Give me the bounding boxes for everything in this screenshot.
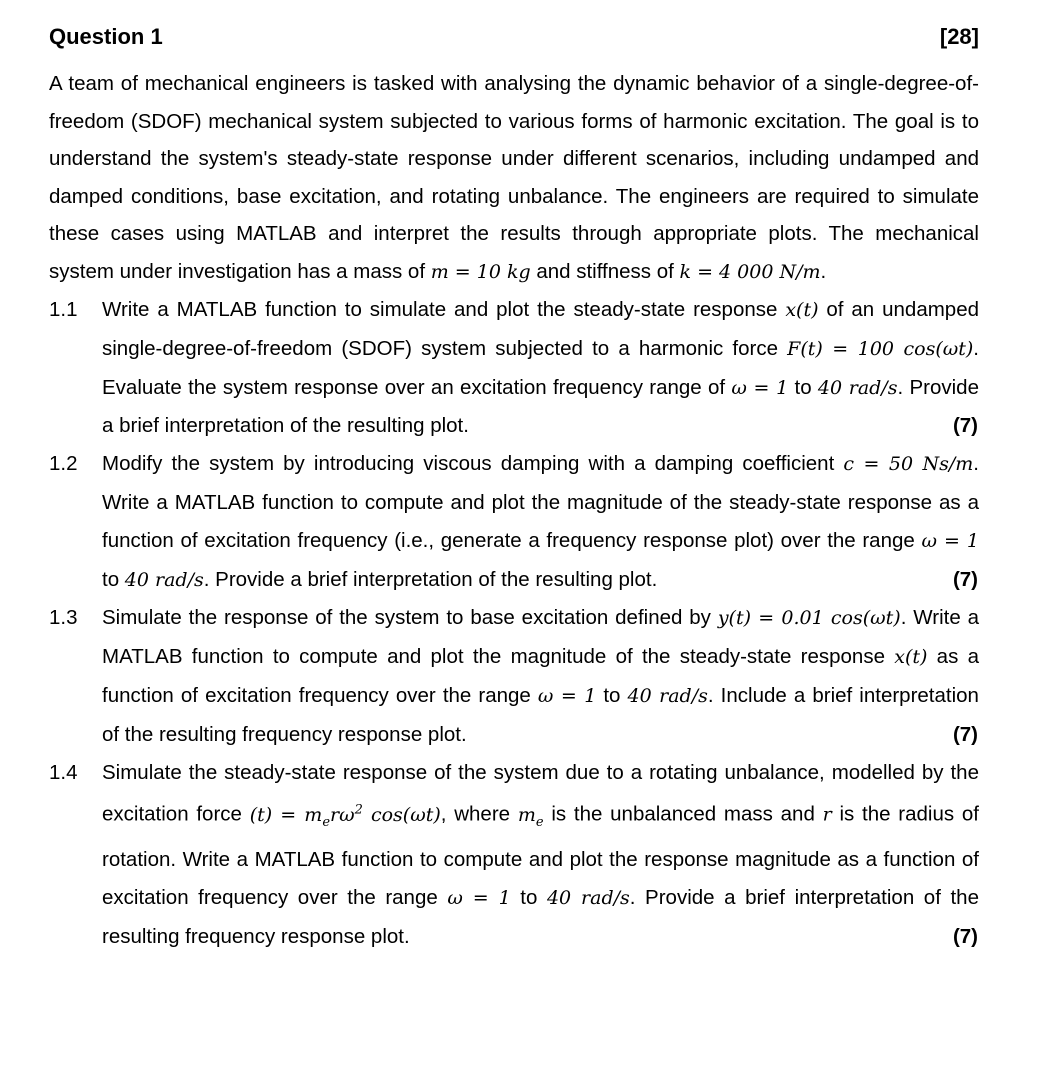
math-expression: c = 50 Ns/m bbox=[843, 453, 974, 476]
subquestion-1-3 bbox=[49, 599, 979, 753]
intro-text: A team of mechanical engineers is tasked with analysing the dynamic behavior of a single-degree-of-freedom (SDOF) mechanical system subjected to various forms of harmonic excitation. The goal is to understand the system's steady-state response under different scenarios, including undamped and damped conditions, base excitation, and rotating unbalance. The engineers are required to simulate these cases using MATLAB and interpret the results through appropriate plots. The mechanical system under investigation has a mass of bbox=[49, 72, 979, 283]
subquestion-number: 1.4 bbox=[49, 760, 78, 784]
math-expression: x(t) bbox=[894, 646, 928, 669]
subquestion-text: Write a MATLAB function to simulate and plot the steady-state response x(t) of an undamped single-degree-of-freedom (SDOF) system subjected to a harmonic force F(t) = 100 cos(ωt). Evaluate the system response over an excitation frequency range of ω = 1 to 40 rad/s. Provide a brief interpretation of the resulting plot. (7) bbox=[102, 291, 979, 445]
math-expression: ω = 1 bbox=[537, 684, 597, 707]
question-title: Question 1 bbox=[49, 24, 163, 49]
math-expression: r bbox=[822, 803, 832, 826]
question-page bbox=[49, 22, 979, 956]
question-header bbox=[49, 22, 979, 52]
math-expression: y(t) = 0.01 cos(ωt) bbox=[717, 607, 901, 630]
math-expression: ω = 1 bbox=[447, 887, 511, 910]
math-expression: $m_e$ bbox=[517, 803, 544, 830]
subquestion-marks: (7) bbox=[952, 722, 978, 746]
stiffness-equation: k = 4 000 N/m bbox=[679, 260, 821, 283]
intro-end: . bbox=[820, 259, 827, 283]
math-expression: 40 rad/s bbox=[124, 568, 204, 591]
math-expression: ω = 1 bbox=[921, 529, 979, 552]
subquestion-1-2 bbox=[49, 445, 979, 599]
subquestion-marks: (7) bbox=[952, 924, 978, 948]
subquestion-text: Simulate the steady-state response of the system due to a rotating unbalance, modelled by the excitation force $(t) = m_er\omega^2$ cos(ωt), where $m_e$ is the unbalanced mass and r is the radius of rotation. Write a MATLAB function to compute and plot the response magnitude as a function of excitation frequency over the range ω = 1 to 40 rad/s. Provide a brief interpretation of the resulting frequency response plot. (7) bbox=[102, 754, 979, 956]
math-expression: x(t) bbox=[785, 299, 819, 321]
mass-equation: m = 10 kg bbox=[430, 260, 531, 283]
subquestion-number: 1.2 bbox=[49, 452, 78, 476]
subquestion-1-1 bbox=[49, 291, 979, 445]
math-expression: 40 rad/s bbox=[546, 887, 630, 910]
subquestion-text: Simulate the response of the system to base excitation defined by y(t) = 0.01 cos(ωt). Write a MATLAB function to compute and plot the magnitude of the steady-state response x(t) as a function of excitation frequency over the range ω = 1 to 40 rad/s. Include a brief interpretation of the resulting frequency response plot. (7) bbox=[102, 599, 979, 753]
subquestion-number: 1.3 bbox=[49, 606, 78, 630]
subquestion-marks: (7) bbox=[952, 567, 978, 591]
intro-paragraph bbox=[49, 65, 979, 291]
math-expression: ω = 1 bbox=[731, 376, 789, 399]
subquestion-marks: (7) bbox=[952, 414, 978, 438]
subquestion-text: Modify the system by introducing viscous damping with a damping coefficient c = 50 Ns/m. Write a MATLAB function to compute and plot the magnitude of the steady-state response as a function of excitation frequency (i.e., generate a frequency response plot) over the range ω = 1 to 40 rad/s. Provide a brief interpretation of the resulting plot. (7) bbox=[102, 445, 979, 599]
math-expression: 40 rad/s bbox=[817, 376, 898, 399]
question-total-marks: [28] bbox=[939, 24, 979, 49]
math-expression: $(t) = m_er\omega^2$ cos(ωt) bbox=[249, 802, 441, 830]
intro-mid-text: and stiffness of bbox=[530, 259, 680, 283]
math-expression: 40 rad/s bbox=[627, 684, 708, 707]
subquestion-1-4 bbox=[49, 754, 979, 956]
math-expression: F(t) = 100 cos(ωt) bbox=[787, 337, 974, 360]
subquestion-number: 1.1 bbox=[49, 298, 78, 321]
